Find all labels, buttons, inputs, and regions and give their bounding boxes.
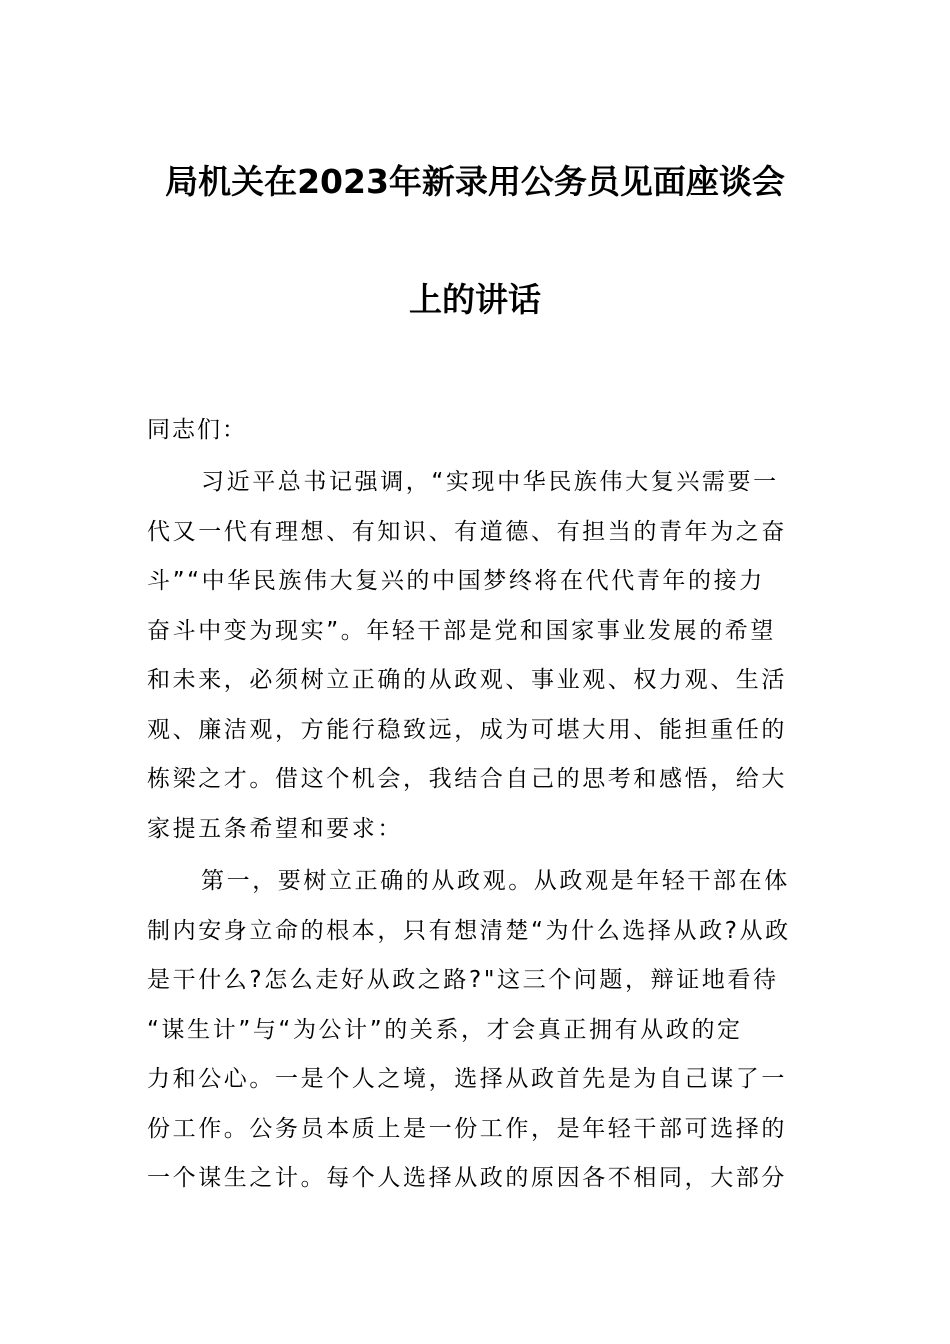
paragraph-line: 第一，要树立正确的从政观。从政观是年轻干部在体 [201,868,790,894]
paragraph-line: “谋生计”与“为公计”的关系，才会真正拥有从政的定 [147,1016,743,1043]
paragraph-line: 家提五条希望和要求： [147,815,403,842]
paragraph-line: 习近平总书记强调，“实现中华民族伟大复兴需要一 [201,469,779,495]
paragraph-line: 制内安身立命的根本，只有想清楚“为什么选择从政?从政 [147,917,791,944]
paragraph-line: 份工作。公务员本质上是一份工作，是年轻干部可选择的 [147,1115,787,1142]
paragraph-line: 栋梁之才。借这个机会，我结合自己的思考和感悟，给大 [147,766,787,792]
paragraph-line: 一个谋生之计。每个人选择从政的原因各不相同，大部分 [147,1165,787,1191]
paragraph-line: 是干什么?怎么走好从政之路?"这三个问题，辩证地看待 [147,967,779,993]
paragraph-line: 奋斗中变为现实”。年轻干部是党和国家事业发展的希望 [147,617,776,644]
paragraph-line: 代又一代有理想、有知识、有道德、有担当的青年为之奋 [147,518,787,545]
paragraph-line: 和未来，必须树立正确的从政观、事业观、权力观、生活 [147,667,787,693]
paragraph-line: 力和公心。一是个人之境，选择从政首先是为自己谋了一 [147,1066,787,1092]
paragraph-1 [147,458,807,854]
salutation: 同志们： [147,417,247,443]
paragraph-line: 观、廉洁观，方能行稳致远，成为可堪大用、能担重任的 [147,716,787,743]
paragraph-2 [147,857,807,1204]
document-title-line-1: 局机关在2023年新录用公务员见面座谈会 [165,162,785,201]
paragraph-line: 斗”“中华民族伟大复兴的中国梦终将在代代青年的接力 [147,568,765,594]
document-title-line-2: 上的讲话 [409,280,541,319]
